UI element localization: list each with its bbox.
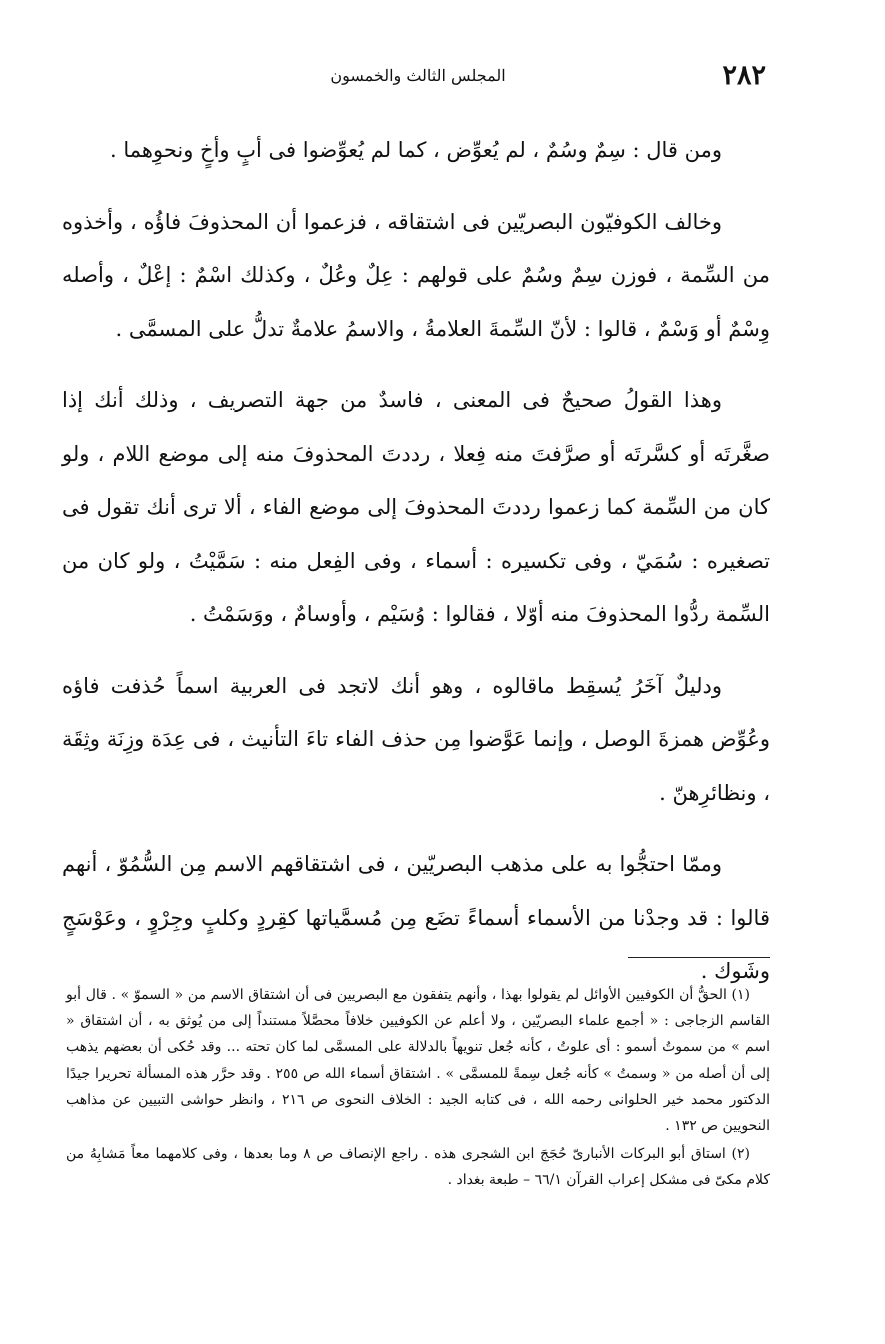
paragraph: وممّا احتجُّوا به على مذهب البصريّين ، فى اشتقاقهم الاسم مِن السُّمُوّ ، أنهم قالوا : قد وجدْنا من الأسماء أسماءً تضَع مِن مُسمَّياتها كقِردٍ وكلبٍ وجِرْوٍ ، وعَوْسَجٍ وشَوك . xyxy=(62,852,770,983)
paragraph: وخالف الكوفيّون البصريّين فى اشتقاقه ، فزعموا أن المحذوفَ فاؤُه ، وأخذوه من السِّمة ، فوزن سِمٌ وسُمٌ على قولهم : عِلٌ وعُلٌ ، وكذلك اسْمٌ : إعْلٌ ، وأصله وِسْمٌ أو وَسْمٌ ، قالوا : لأنّ السِّمةَ العلامةُ ، والاسمُ علامةٌ تدلُّ على المسمَّى . xyxy=(62,209,770,341)
running-title: المجلس الثالث والخمسون xyxy=(330,66,506,85)
page-number: ٢٨٢ xyxy=(722,60,766,91)
footnote-separator xyxy=(628,957,770,958)
page-header xyxy=(70,58,766,94)
paragraph: ودليلٌ آخَرُ يُسقِط ماقالوه ، وهو أنك لاتجد فى العربية اسماً حُذفت فاؤه وعُوِّض همزةَ الوصل ، وإنما عَوَّضوا مِن حذف الفاء تاءَ التأنيث ، فى عِدَة وزِنَة وثِقَة ، ونظائرِهنّ . xyxy=(62,673,770,805)
paragraph: وهذا القولُ صحيحٌ فى المعنى ، فاسدٌ من جهة التصريف ، وذلك أنك إذا صغَّرتَه أو كسَّرتَه أو صرَّفتَ منه فِعلا ، رددتَ المحذوفَ منه إلى موضع اللام ، ولو كان من السِّمة كما زعموا رددتَ المحذوفَ إلى موضع الفاء ، ألا ترى أنك تقول فى تصغيره : سُمَيّ ، وفى تكسيره : أسماء ، وفى الفِعل منه : سَمَّيْتُ ، ولو كان من السِّمة ردُّوا المحذوفَ منه أوّلا ، فقالوا : وُسَيْم ، وأوسامٌ ، ووَسَمْتُ . xyxy=(62,388,770,626)
paragraph: ومن قال : سِمٌ وسُمٌ ، لم يُعوِّض ، كما لم يُعوِّضوا فى أبٍ وأخٍ ونحوِهما . xyxy=(110,138,722,162)
main-text xyxy=(62,124,770,1017)
footnotes xyxy=(66,982,770,1196)
footnote-1: (١) الحقُّ أن الكوفيين الأوائل لم يقولوا بهذا ، وأنهم يتفقون مع البصريين فى أن اشتقاق الاسم من « السموّ » . قال أبو القاسم الزجاجى : « أجمع علماء البصريّين ، ولا أعلم عن الكوفيين خلافاً محصَّلاً مستنداً إلى من يُوثق به ، أن اشتقاق « اسم » من سموتُ أسمو : أى علوتُ ، كأنه جُعل تنويهاً بالدلالة على المسمَّى لما كان تحته ... وقد حُكى أن بعضهم يذهب إلى أن أصله من « وسمتُ » كأنه جُعل سِمةً للمسمَّى » . اشتقاق أسماء الله ص ٢٥٥ . وقد حرَّر هذه المسألة تحريرا جيدًا الدكتور محمد خير الحلوانى رحمه الله ، فى كتابه الجيد : الخلاف النحوى ص ٢١٦ ، وانظر حواشى التبيين عن مذاهب النحويين ص ١٣٢ . xyxy=(66,987,770,1135)
footnote-2: (٢) استاق أبو البركات الأنبارىّ حُجَجَ ابن الشجرى هذه . راجع الإنصاف ص ٨ وما بعدها ، وفى كلامهما معاً مَشابِهُ من كلام مكىّ فى مشكل إعراب القرآن ٦٦/١ – طبعة بغداد . xyxy=(66,1146,770,1189)
